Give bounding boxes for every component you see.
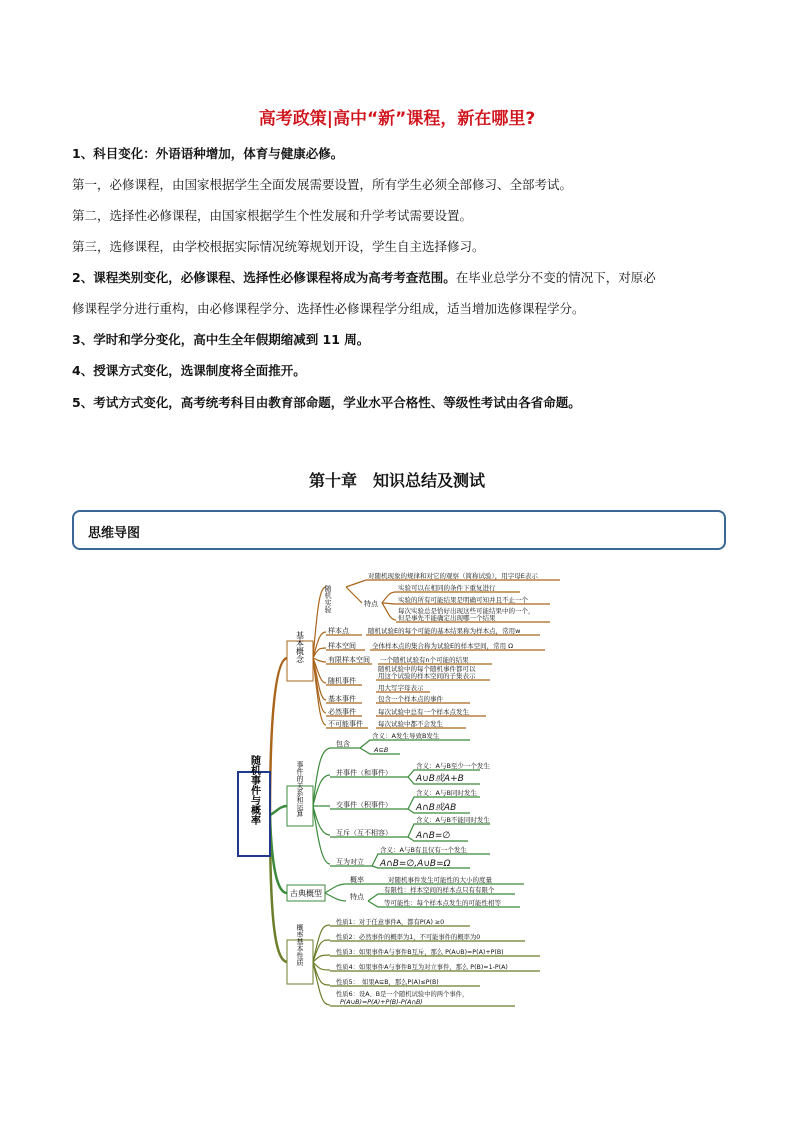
mm-b3: 古典概型 bbox=[290, 889, 322, 898]
mm-opposite: 互为对立 bbox=[336, 858, 364, 866]
mm-b4: 概率基本性质 bbox=[296, 924, 304, 966]
mm-impossible-event-def: 每次试验中都不会发生 bbox=[378, 720, 443, 728]
mm-probability: 概率 bbox=[350, 876, 364, 884]
mm-b1: 基本概念 bbox=[295, 631, 305, 663]
mm-trait-3b: 但是事先不能确定出现哪一个结果 bbox=[398, 614, 496, 622]
mm-opposite-sym: A∩B=∅,A∪B=Ω bbox=[380, 859, 451, 869]
chapter-title: 第十章 知识总结及测试 bbox=[308, 471, 485, 490]
mm-random-event: 随机事件 bbox=[328, 677, 356, 685]
mm-re-def: 对随机现象的规律和对它的观察（简称试验），用字母E表示 bbox=[368, 572, 538, 580]
mm-trait-3a: 每次实验总是恰好出现这些可能结果中的一个， bbox=[398, 607, 535, 615]
mm-traits: 特点 bbox=[364, 600, 378, 608]
mm-inclusion: 包含 bbox=[336, 740, 350, 748]
mm-random-event-d2: 用这个试验的样本空间的子集表示 bbox=[378, 672, 476, 680]
mm-opposite-def: 含义：A与B有且仅有一个发生 bbox=[380, 846, 467, 854]
mm-prop-6b: P(A∪B)=P(A)+P(B)-P(A∩B) bbox=[340, 999, 423, 1006]
mm-prop-6a: 性质6：设A、B是一个随机试验中的两个事件， bbox=[336, 991, 469, 998]
mm-classical-traits: 特点 bbox=[350, 893, 364, 901]
para-2-lead: 2、课程类别变化，必修课程、选择性必修课程将成为高考考查范围。 bbox=[72, 270, 456, 285]
mm-prop-5: 性质5： 如果A⊆B，那么P(A)≤P(B) bbox=[336, 979, 439, 986]
mm-probability-def: 对随机事件发生可能性的大小的度量 bbox=[388, 876, 492, 884]
para-1b: 第二，选择性必修课程，由国家根据学生个性发展和升学考试需要设置。 bbox=[72, 208, 473, 223]
mm-random-event-d1: 随机试验中的每个随机事件都可以 bbox=[378, 665, 476, 673]
mm-intersection: 交事件（积事件） bbox=[336, 801, 392, 809]
para-5: 5、考试方式变化，高考统考科目由教育部命题，学业水平合格性、等级性考试由各省命题。 bbox=[72, 395, 581, 410]
mm-basic-event-def: 包含一个样本点的事件 bbox=[378, 695, 443, 703]
mm-sample-space: 样本空间 bbox=[328, 642, 356, 650]
mm-random-event-d3: 用大写字母表示 bbox=[378, 684, 424, 692]
mm-classical-trait-1: 有限性：样本空间的样本点只有有限个 bbox=[384, 886, 495, 894]
mm-random-exp: 随机实验 bbox=[324, 585, 332, 613]
mm-union-def: 含义：A与B至少一个发生 bbox=[416, 762, 490, 770]
policy-title: 高考政策|高中“新”课程，新在哪里? bbox=[258, 109, 536, 129]
mm-basic-event: 基本事件 bbox=[328, 695, 356, 703]
mm-union: 并事件（和事件） bbox=[336, 769, 392, 777]
mm-trait-2: 实验的所有可能结果是明确可知并且不止一个 bbox=[398, 596, 528, 604]
mindmap-root: 随机事件与概率 bbox=[248, 755, 260, 825]
mm-trait-1: 实验可以在相同的条件下重复进行 bbox=[398, 584, 496, 592]
para-2-rest: 在毕业总学分不变的情况下，对原必 bbox=[455, 270, 656, 285]
mm-finite-space-def: 一个随机试验有n个可能的结果 bbox=[380, 656, 469, 664]
para-3: 3、学时和学分变化，高中生全年假期缩减到 11 周。 bbox=[72, 332, 370, 347]
para-1c: 第三，选修课程，由学校根据实际情况统筹规划开设，学生自主选择修习。 bbox=[72, 239, 485, 254]
mm-inclusion-def: 含义：A发生导致B发生 bbox=[372, 732, 440, 740]
mm-sample-point-def: 随机试验E的每个可能的基本结果称为样本点，常用w bbox=[368, 627, 521, 635]
mm-prop-4: 性质4：如果事件A与事件B互为对立事件，那么 P(B)=1-P(A) bbox=[336, 964, 508, 971]
para-1a: 第一，必修课程，由国家根据学生全面发展需要设置，所有学生必须全部修习、全部考试。 bbox=[72, 177, 573, 192]
mm-classical-trait-2: 等可能性：每个样本点发生的可能性相等 bbox=[384, 899, 501, 907]
mm-prop-2: 性质2：必然事件的概率为1，不可能事件的概率为0 bbox=[336, 934, 481, 941]
mm-certain-event: 必然事件 bbox=[328, 708, 356, 716]
mm-b2: 事件的关系和运算 bbox=[296, 761, 304, 817]
mm-impossible-event: 不可能事件 bbox=[328, 720, 363, 728]
mm-intersection-def: 含义：A与B同时发生 bbox=[416, 789, 477, 797]
mm-mutual: 互斥（互不相容） bbox=[336, 829, 392, 837]
mm-prop-1: 性质1：对于任意事件A，都有P(A) ≥0 bbox=[336, 919, 445, 926]
mm-union-sym: A∪B或A+B bbox=[416, 774, 464, 784]
mindmap-heading: 思维导图 bbox=[88, 526, 141, 541]
mm-certain-event-def: 每次试验中总有一个样本点发生 bbox=[378, 708, 469, 716]
mm-finite-space: 有限样本空间 bbox=[328, 656, 370, 664]
para-1: 1、科目变化：外语语种增加，体育与健康必修。 bbox=[72, 146, 344, 161]
mm-inclusion-sym: A⊆B bbox=[374, 746, 389, 754]
mm-sample-point: 样本点 bbox=[328, 627, 349, 635]
mm-sample-space-def: 全体样本点的集合称为试验E的样本空间，常用 Ω bbox=[372, 642, 514, 650]
mm-mutual-sym: A∩B=∅ bbox=[416, 831, 451, 841]
mm-prop-3: 性质3：如果事件A与事件B互斥，那么 P(A∪B)=P(A)+P(B) bbox=[336, 949, 504, 956]
mm-mutual-def: 含义：A与B不能同时发生 bbox=[416, 816, 490, 824]
para-4: 4、授课方式变化，选课制度将全面推开。 bbox=[72, 363, 306, 378]
para-2-line2: 修课程学分进行重构，由必修课程学分、选择性必修课程学分组成，适当增加选修课程学分。 bbox=[72, 301, 585, 316]
mm-intersection-sym: A∩B或AB bbox=[416, 803, 457, 813]
